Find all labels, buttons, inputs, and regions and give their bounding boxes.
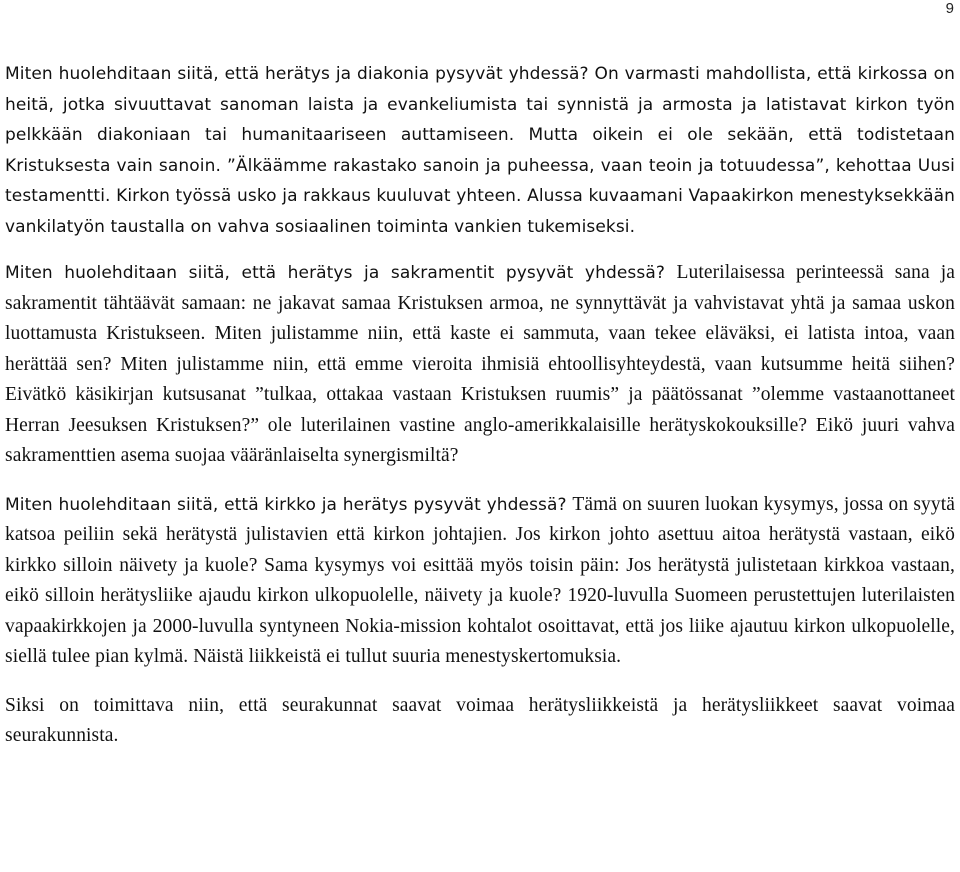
paragraph-text: Siksi on toimittava niin, että seurakunnat saavat voimaa herätysliikkeistä ja herätysliikkeet saavat voimaa seurakunnista. — [5, 694, 955, 746]
paragraph-text: Tämä on suuren luokan kysymys, jossa on syytä katsoa peiliin sekä herätystä julistavien että kirkon johtajien. Jos kirkon johto asettuu aitoa herätystä vastaan, eikö kirkko silloin näivety ja kuole? Sama kysymys voi esittää myös toisin päin: Jos herätystä julistetaan kirkkoa vastaan, eikö silloin herätysliike ajaudu kirkon ulkopuolelle, näivety ja kuole? 1920-luvulla Suomeen perustettujen luterilaisten vapaakirkkojen ja 2000-luvulla syntyneen Nokia-mission kohtalot osoittavat, että jos liike ajautuu kirkon ulkopuolelle, siellä tulee pian kylmä. Näistä liikkeistä ei tullut suuria menestyskertomuksia. — [5, 493, 955, 667]
page-number: 9 — [945, 0, 954, 17]
paragraph-diakonia — [5, 59, 955, 242]
paragraph-question: Miten huolehditaan siitä, että herätys ja sakramentit pysyvät yhdessä? — [5, 263, 677, 283]
paragraph-text: Miten huolehditaan siitä, että herätys ja diakonia pysyvät yhdessä? On varmasti mahdollista, että kirkossa on heitä, jotka sivuuttavat sanoman laista ja evankeliumista tai synnistä ja armosta ja latistavat kirkon työn pelkkään diakoniaan tai humanitaariseen auttamiseen. Mutta oikein ei ole sekään, että todistetaan Kristuksesta vain sanoin. ”Älkäämme rakastako sanoin ja puheessa, vaan teoin ja totuudessa”, kehottaa Uusi testamentti. Kirkon työssä usko ja rakkaus kuuluvat yhteen. Alussa kuvaamani Vapaakirkon menestyksekkään vankilatyön taustalla on vahva sosiaalinen toiminta vankien tukemiseksi. — [5, 64, 955, 237]
document-body — [5, 59, 955, 770]
paragraph-kirkko — [5, 490, 955, 673]
paragraph-question: Miten huolehditaan siitä, että kirkko ja herätys pysyvät yhdessä? — [5, 494, 573, 515]
paragraph-sakramentit — [5, 258, 955, 472]
paragraph-text: Luterilaisessa perinteessä sana ja sakramentit tähtäävät samaan: ne jakavat samaa Kristuksen armoa, ne synnyttävät ja vahvistavat yhtä ja samaa uskon luottamusta Kristukseen. Miten julistamme niin, että kaste ei sammuta, vaan tekee eläväksi, ei latista intoa, vaan herättää sen? Miten julistamme niin, että emme vieroita ihmisiä ehtoollisyhteydestä, vaan kutsumme heitä siihen? Eivätkö käsikirjan kutsusanat ”tulkaa, ottakaa vastaan Kristuksen ruumis” ja päätössanat ”olemme vastaanottaneet Herran Jeesuksen Kristuksen?” ole luterilainen vastine anglo-amerikkalaisille herätyskokouksille? Eikö juuri vahva sakramenttien asema suojaa vääränlaiselta synergismiltä? — [5, 262, 955, 466]
paragraph-conclusion — [5, 691, 955, 752]
